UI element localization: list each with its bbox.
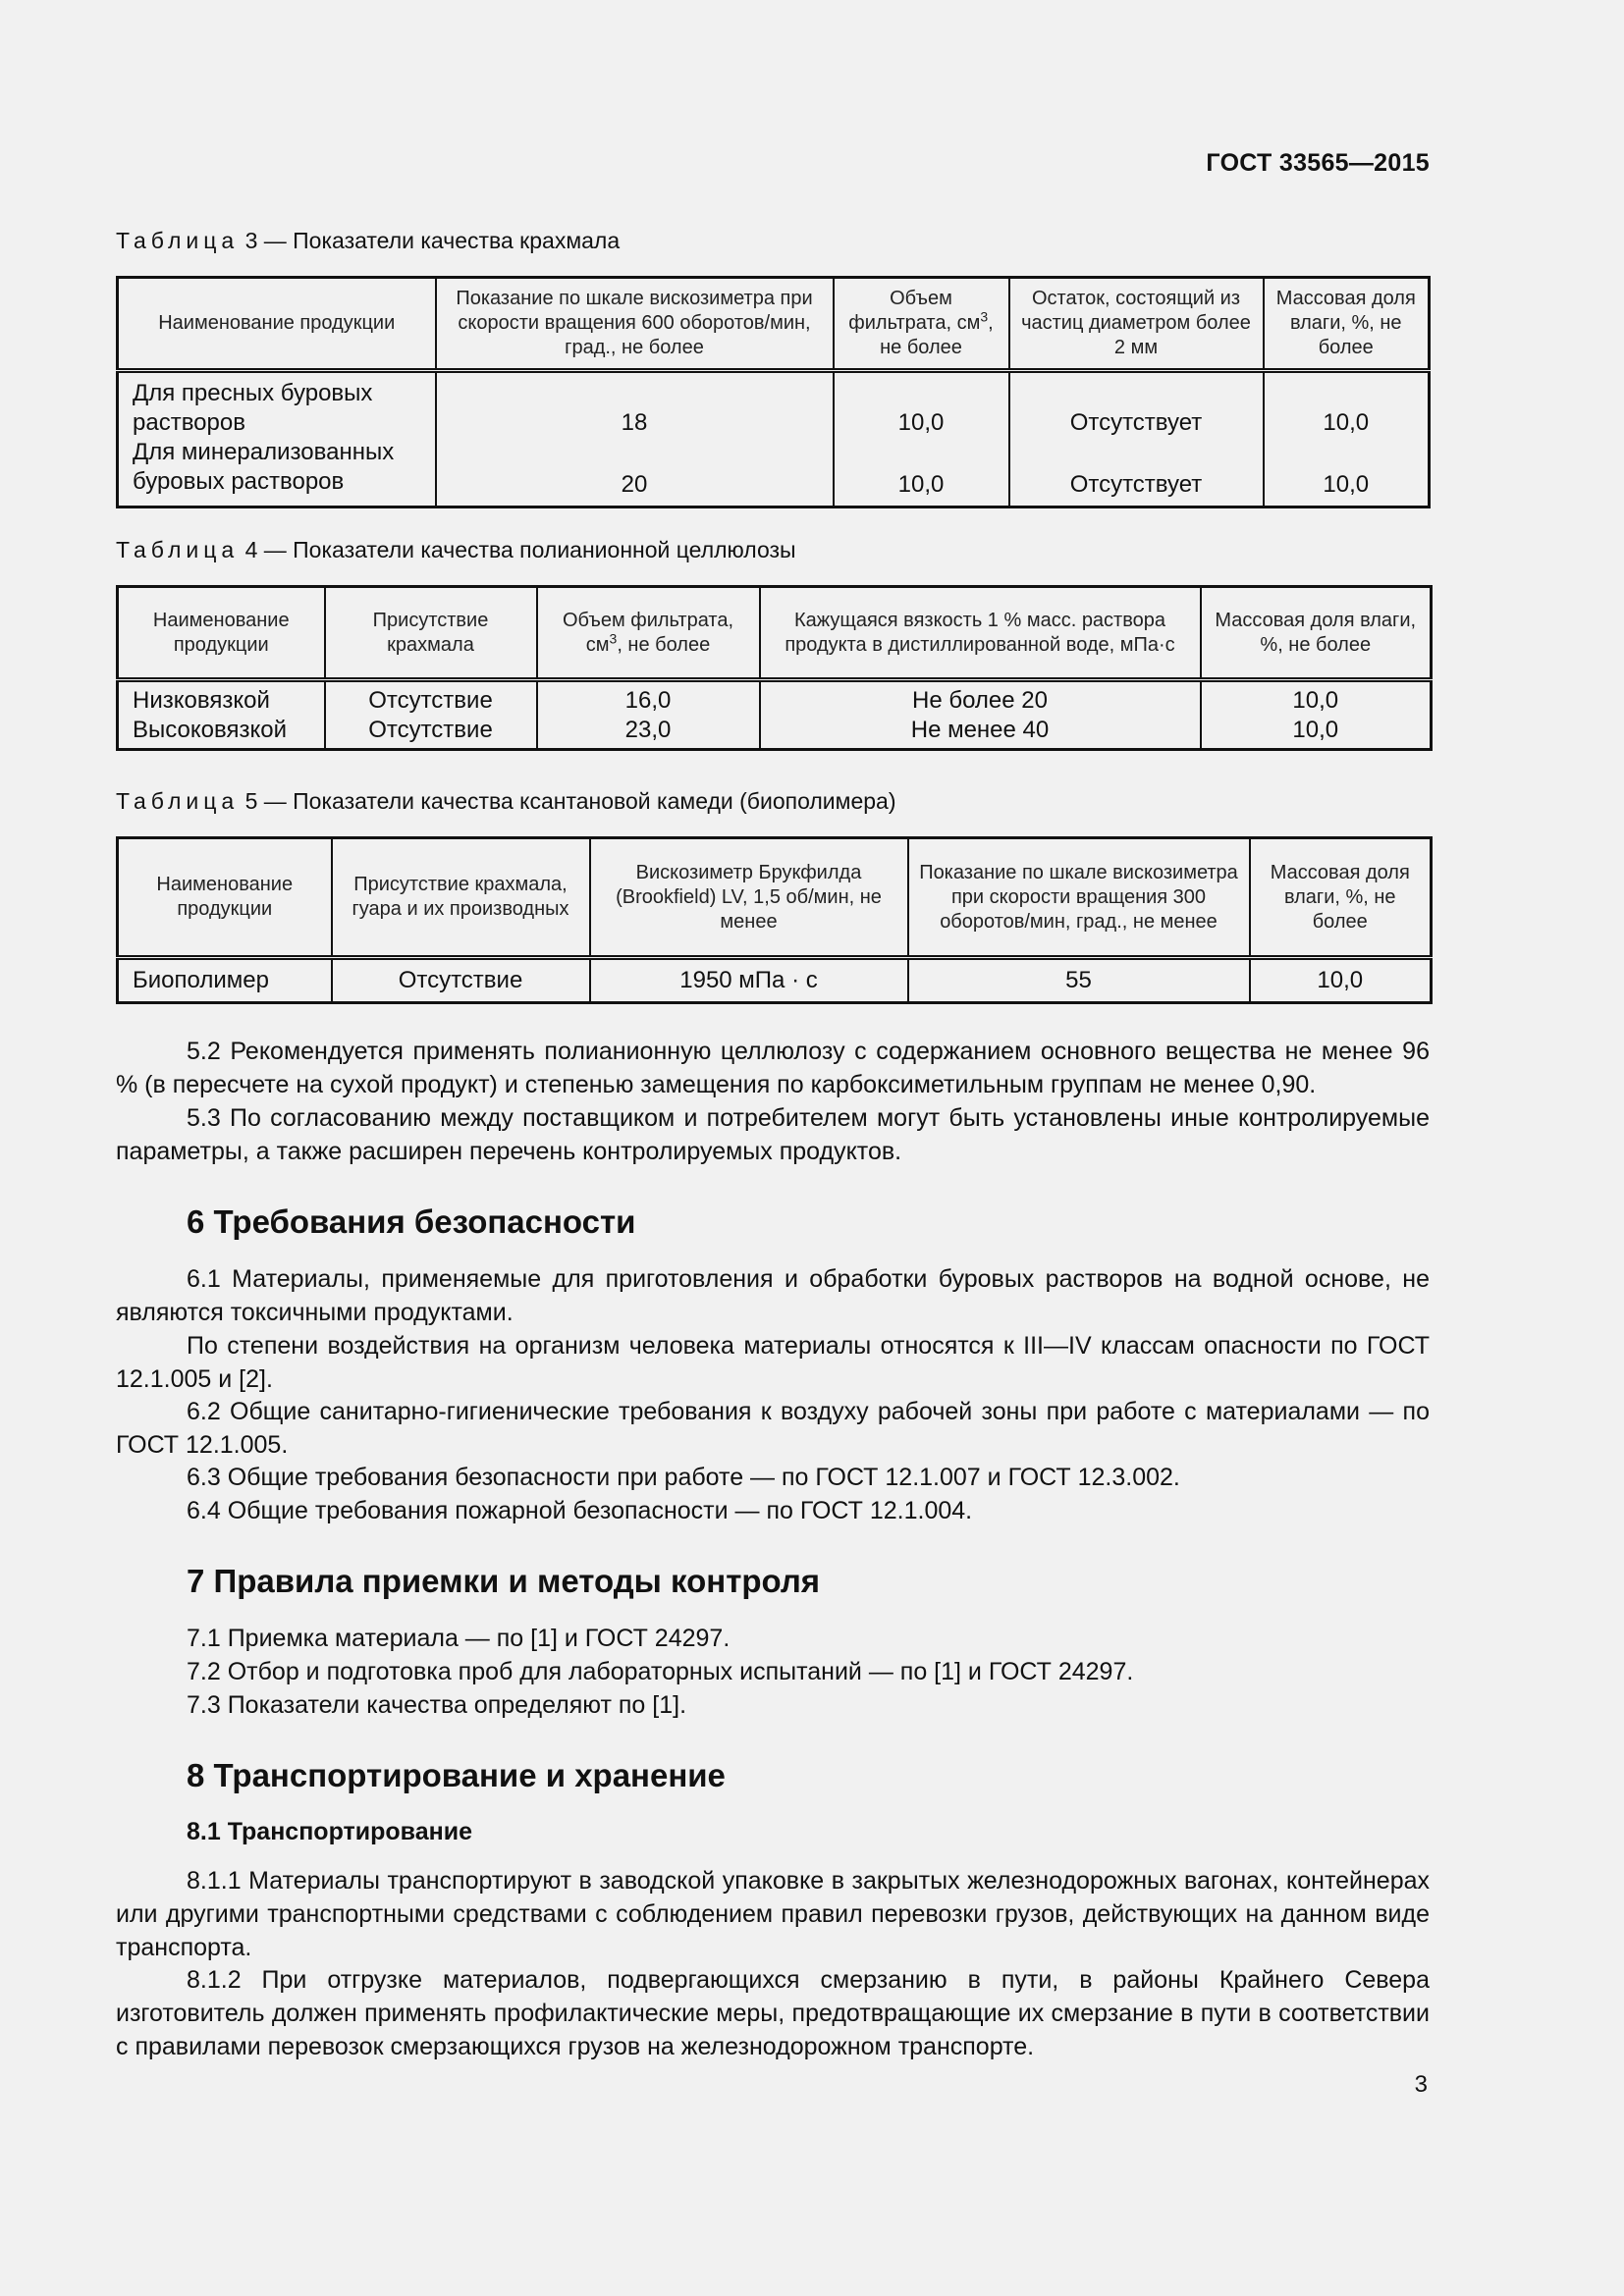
superscript: 3 xyxy=(609,629,618,646)
paragraph-6-3 xyxy=(116,1461,1430,1494)
table4-caption xyxy=(116,537,796,563)
paragraph-6-1b xyxy=(116,1329,1430,1396)
paragraph-text: 7.2 Отбор и подготовка проб для лабораторных испытаний — по [1] и ГОСТ 24297. xyxy=(187,1658,1134,1685)
table3-header: Наименование продукции xyxy=(118,278,436,371)
superscript: 3 xyxy=(980,308,989,325)
section-7-heading: 7 Правила приемки и методы контроля xyxy=(187,1563,821,1599)
page-number: 3 xyxy=(1414,2071,1428,2098)
paragraph-text: 6.2 Общие санитарно-гигиенические требования к воздуху рабочей зоны при работе с материалами — по ГОСТ 12.1.005. xyxy=(116,1398,1430,1459)
paragraph-7-3 xyxy=(116,1688,1430,1722)
table-row xyxy=(118,680,1432,717)
table3-cell: Отсутствует xyxy=(1009,438,1264,507)
table5-cell: Отсутствие xyxy=(332,958,590,1003)
table3-cell: 10,0 xyxy=(834,371,1009,439)
table4-cell: Низковязкой xyxy=(118,680,325,717)
table5-header: Наименование продукции xyxy=(118,838,332,958)
subsection-8-1-heading: 8.1 Транспортирование xyxy=(187,1818,472,1845)
table4-cell: 10,0 xyxy=(1201,716,1432,749)
table5 xyxy=(116,836,1433,1004)
table4-header: Наименование продукции xyxy=(118,587,325,680)
table5-header: Присутствие крахмала, гуара и их производных xyxy=(332,838,590,958)
table3-cell: 20 xyxy=(436,438,834,507)
paragraph-text: По степени воздействия на организм человека материалы относятся к III—IV классам опасности по ГОСТ 12.1.005 и [2]. xyxy=(116,1332,1430,1393)
table4-caption-text: 4 — Показатели качества полианионной целлюлозы xyxy=(239,537,796,562)
paragraph-5-2 xyxy=(116,1035,1430,1101)
table4-header xyxy=(537,587,760,680)
table4-cell: 10,0 xyxy=(1201,680,1432,717)
table4-header-tail: , не более xyxy=(617,633,711,656)
table4-cell: Отсутствие xyxy=(325,680,537,717)
paragraph-text: 7.1 Приемка материала — по [1] и ГОСТ 24297. xyxy=(187,1625,731,1652)
paragraph-text: 6.3 Общие требования безопасности при работе — по ГОСТ 12.1.007 и ГОСТ 12.3.002. xyxy=(187,1464,1180,1491)
paragraph-6-1 xyxy=(116,1262,1430,1329)
table3-header-text: Объем фильтрата, см xyxy=(848,288,981,334)
table3-caption xyxy=(116,228,620,254)
table4-header-text: Объем фильтрата, см xyxy=(562,609,733,656)
table5-caption-text: 5 — Показатели качества ксантановой камеди (биополимера) xyxy=(239,788,896,814)
document-id: ГОСТ 33565—2015 xyxy=(1206,149,1430,177)
table5-caption xyxy=(116,788,895,815)
table3-header: Массовая доля влаги, %, не более xyxy=(1264,278,1430,371)
table4-header: Массовая доля влаги, %, не более xyxy=(1201,587,1432,680)
section-6-heading: 6 Требования безопасности xyxy=(187,1203,636,1240)
table3-cell: 10,0 xyxy=(834,438,1009,507)
paragraph-7-2 xyxy=(116,1655,1430,1688)
table5-header: Показание по шкале вискозиметра при скорости вращения 300 оборотов/мин, град., не менее xyxy=(908,838,1250,958)
table3-caption-label: Таблица xyxy=(116,228,240,253)
table3-cell: Для пресных буровых растворов xyxy=(118,371,436,439)
paragraph-8-1-2 xyxy=(116,1963,1430,2063)
table4-cell: Не менее 40 xyxy=(760,716,1201,749)
table5-cell: Биополимер xyxy=(118,958,332,1003)
table5-header: Массовая доля влаги, %, не более xyxy=(1250,838,1432,958)
table4-cell: Не более 20 xyxy=(760,680,1201,717)
table3-header: Показание по шкале вискозиметра при скорости вращения 600 оборотов/мин, град., не более xyxy=(436,278,834,371)
paragraph-text: 5.3 По согласованию между поставщиком и потребителем могут быть установлены иные контролируемые параметры, а также расширен перечень контролируемых продуктов. xyxy=(116,1104,1430,1165)
table4 xyxy=(116,585,1433,751)
table5-caption-label: Таблица xyxy=(116,788,240,814)
table5-cell: 55 xyxy=(908,958,1250,1003)
table3-cell: 10,0 xyxy=(1264,438,1430,507)
table3-caption-text: 3 — Показатели качества крахмала xyxy=(239,228,621,253)
paragraph-text: 6.4 Общие требования пожарной безопасности — по ГОСТ 12.1.004. xyxy=(187,1497,973,1524)
paragraph-5-3 xyxy=(116,1101,1430,1168)
table5-header: Вискозиметр Брукфилда (Brookfield) LV, 1,5 об/мин, не менее xyxy=(590,838,908,958)
table4-header: Кажущаяся вязкость 1 % масс. раствора продукта в дистиллированной воде, мПа·с xyxy=(760,587,1201,680)
paragraph-6-4 xyxy=(116,1494,1430,1527)
table3-cell: 18 xyxy=(436,371,834,439)
table4-header: Присутствие крахмала xyxy=(325,587,537,680)
table-row xyxy=(118,371,1430,439)
table4-cell: 23,0 xyxy=(537,716,760,749)
table3-header-tail: , не более xyxy=(880,312,994,358)
table3-header xyxy=(834,278,1009,371)
table3-cell: Отсутствует xyxy=(1009,371,1264,439)
paragraph-8-1-1 xyxy=(116,1864,1430,1964)
paragraph-text: 8.1.2 При отгрузке материалов, подвергающихся смерзанию в пути, в районы Крайнего Севера изготовитель должен применять профилактические меры, предотвращающие их смерзание в пути в соответствии с правилами перевозок смерзающихся грузов на железнодорожном транспорте. xyxy=(116,1966,1430,2060)
paragraph-text: 8.1.1 Материалы транспортируют в заводской упаковке в закрытых железнодорожных вагонах, контейнерах или другими транспортными средствами с соблюдением правил перевозки грузов, действующих на данном виде транспорта. xyxy=(116,1867,1430,1961)
table3-cell: 10,0 xyxy=(1264,371,1430,439)
paragraph-6-2 xyxy=(116,1395,1430,1462)
section-8-heading: 8 Транспортирование и хранение xyxy=(187,1757,726,1793)
table-row xyxy=(118,716,1432,749)
table-row xyxy=(118,438,1430,507)
table4-cell: 16,0 xyxy=(537,680,760,717)
table5-cell: 1950 мПа · с xyxy=(590,958,908,1003)
table3 xyxy=(116,276,1431,508)
table3-header: Остаток, состоящий из частиц диаметром более 2 мм xyxy=(1009,278,1264,371)
paragraph-text: 5.2 Рекомендуется применять полианионную целлюлозу с содержанием основного вещества не менее 96 % (в пересчете на сухой продукт) и степенью замещения по карбоксиметильным группам не менее 0,90. xyxy=(116,1038,1430,1098)
table3-cell: Для минерализованных буровых растворов xyxy=(118,438,436,507)
table4-caption-label: Таблица xyxy=(116,537,240,562)
paragraph-7-1 xyxy=(116,1622,1430,1655)
paragraph-text: 6.1 Материалы, применяемые для приготовления и обработки буровых растворов на водной основе, не являются токсичными продуктами. xyxy=(116,1265,1430,1326)
paragraph-text: 7.3 Показатели качества определяют по [1]. xyxy=(187,1691,687,1719)
table5-cell: 10,0 xyxy=(1250,958,1432,1003)
table-row xyxy=(118,958,1432,1003)
table4-cell: Высоковязкой xyxy=(118,716,325,749)
table4-cell: Отсутствие xyxy=(325,716,537,749)
